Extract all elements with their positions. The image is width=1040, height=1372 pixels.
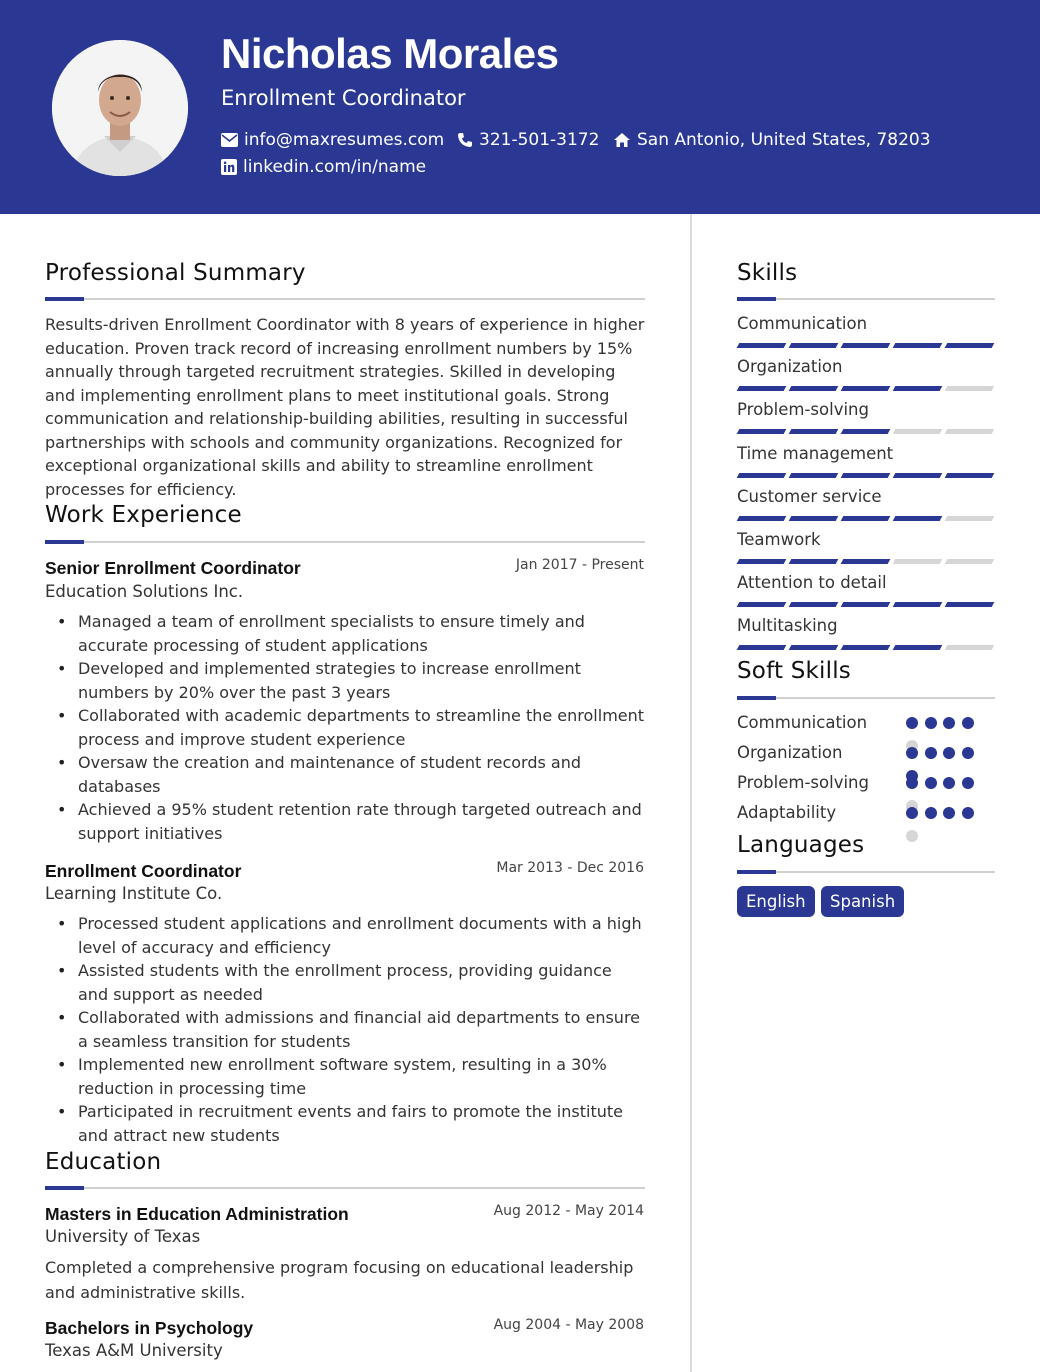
skill-level-segment — [841, 343, 891, 348]
soft-skill-dot — [943, 717, 955, 729]
skill-label: Organization — [737, 357, 843, 377]
section-accent — [737, 297, 776, 301]
skill-label: Teamwork — [737, 530, 821, 549]
section-rule — [45, 298, 645, 300]
envelope-icon — [221, 133, 238, 147]
contact-linkedin-text: linkedin.com/in/name — [243, 157, 427, 177]
skill-level-bar — [738, 429, 993, 434]
job-title: Enrollment Coordinator — [45, 861, 242, 881]
skill-level-segment — [945, 602, 995, 607]
skill-level-segment — [841, 645, 891, 650]
profile-photo — [52, 40, 188, 176]
soft-skills-heading: Soft Skills — [737, 658, 851, 684]
skill-level-segment — [789, 516, 839, 521]
contact-location-text: San Antonio, United States, 78203 — [637, 130, 931, 150]
degree-description: Completed a comprehensive program focusing on educational leadership and administrative skills. — [45, 1258, 634, 1302]
list-item: • Oversaw the creation and maintenance of student records and databases — [45, 751, 645, 798]
skill-level-segment — [893, 473, 943, 478]
skill-level-segment — [893, 559, 943, 564]
skill-level-segment — [737, 473, 787, 478]
skill-label: Multitasking — [737, 616, 838, 636]
degree-date: Aug 2012 - May 2014 — [493, 1203, 644, 1219]
skill-level-segment — [737, 429, 787, 434]
soft-skill-dot — [925, 777, 937, 789]
soft-skill-dot — [943, 777, 955, 789]
skills-heading: Skills — [737, 260, 798, 286]
skill-level-segment — [893, 602, 943, 607]
soft-skill-dot — [962, 747, 974, 759]
job-company: Education Solutions Inc. — [45, 582, 244, 601]
section-accent — [45, 1186, 84, 1190]
section-rule — [45, 1187, 645, 1189]
linkedin-icon — [221, 159, 237, 175]
job-bullets — [45, 610, 645, 845]
contact-phone[interactable] — [457, 130, 599, 150]
skill-label: Problem-solving — [737, 400, 869, 420]
soft-skill-dot — [906, 830, 918, 842]
skill-level-segment — [841, 473, 891, 478]
skill-level-segment — [789, 386, 839, 391]
soft-skill-dot — [906, 777, 918, 789]
skill-level-segment — [841, 429, 891, 434]
list-item: • Processed student applications and enrollment documents with a high level of accuracy and efficiency — [45, 912, 645, 959]
skill-level-segment — [841, 516, 891, 521]
soft-skill-label: Communication — [737, 713, 868, 732]
skill-level-segment — [945, 429, 995, 434]
skill-level-bar — [738, 559, 993, 564]
list-item: • Developed and implemented strategies to increase enrollment numbers by 20% over the past 3 years — [45, 657, 645, 704]
list-item: • Managed a team of enrollment specialists to ensure timely and accurate processing of student applications — [45, 610, 645, 657]
soft-skill-label: Problem-solving — [737, 773, 869, 792]
skill-level-segment — [789, 645, 839, 650]
soft-skill-dot — [943, 807, 955, 819]
job-title: Senior Enrollment Coordinator — [45, 558, 301, 578]
contact-location — [613, 130, 931, 150]
section-accent — [45, 540, 84, 544]
skill-level-segment — [945, 645, 995, 650]
experience-heading: Work Experience — [45, 502, 242, 528]
skill-level-segment — [841, 386, 891, 391]
section-accent — [45, 297, 84, 301]
skill-level-bar — [738, 645, 993, 650]
skill-level-segment — [841, 602, 891, 607]
skill-label: Customer service — [737, 486, 882, 506]
languages-heading: Languages — [737, 832, 865, 858]
job-date: Jan 2017 - Present — [515, 557, 644, 573]
skill-level-bar — [738, 473, 993, 478]
skill-level-bar — [738, 386, 993, 391]
school-name: University of Texas — [45, 1227, 201, 1246]
soft-skill-dot — [962, 807, 974, 819]
list-item: • Assisted students with the enrollment process, providing guidance and support as needed — [45, 959, 645, 1006]
skill-level-segment — [945, 386, 995, 391]
skill-level-bar — [738, 343, 993, 348]
skill-level-bar — [738, 516, 993, 521]
skill-level-segment — [737, 343, 787, 348]
skill-level-segment — [789, 429, 839, 434]
skill-level-segment — [789, 602, 839, 607]
degree-date: Aug 2004 - May 2008 — [493, 1317, 644, 1333]
summary-text: Results-driven Enrollment Coordinator with 8 years of experience in higher education. Proven track record of increasing enrollment numbers by 15% annually through targeted recruitment strategies. Skilled in developing and implementing enrollment plans to meet institutional goals. Strong communication and relationship-building abilities, resulting in successful partnerships with schools and community organizations. Recognized for exceptional organizational skills and ability to streamline enrollment processes for efficiency. — [45, 315, 645, 499]
soft-skill-dot — [906, 717, 918, 729]
list-item: • Implemented new enrollment software system, resulting in a 30% reduction in processing time — [45, 1053, 645, 1100]
contact-email[interactable] — [221, 130, 444, 150]
skill-level-bar — [738, 602, 993, 607]
soft-skill-dot — [925, 807, 937, 819]
skill-level-segment — [737, 645, 787, 650]
school-name: Texas A&M University — [45, 1341, 223, 1360]
section-accent — [737, 696, 776, 700]
soft-skill-label: Organization — [737, 743, 843, 762]
skill-label: Attention to detail — [737, 573, 887, 593]
soft-skill-dot — [962, 717, 974, 729]
skill-level-segment — [789, 559, 839, 564]
soft-skill-dot — [906, 807, 918, 819]
list-item: • Participated in recruitment events and fairs to promote the institute and attract new students — [45, 1100, 645, 1147]
skill-level-segment — [945, 473, 995, 478]
skill-level-segment — [945, 516, 995, 521]
skill-level-segment — [841, 559, 891, 564]
contact-phone-text: 321-501-3172 — [479, 130, 600, 150]
list-item: • Collaborated with academic departments to streamline the enrollment process and improve student experience — [45, 704, 645, 751]
soft-skill-label: Adaptability — [737, 803, 837, 822]
job-date: Mar 2013 - Dec 2016 — [496, 860, 644, 876]
contact-linkedin[interactable] — [221, 157, 426, 177]
soft-skill-dot — [943, 747, 955, 759]
skill-level-segment — [893, 343, 943, 348]
section-rule — [45, 541, 645, 543]
skill-level-segment — [893, 429, 943, 434]
candidate-name: Nicholas Morales — [221, 30, 559, 77]
list-item: • Collaborated with admissions and financial aid departments to ensure a seamless transition for students — [45, 1006, 645, 1053]
skill-level-segment — [789, 343, 839, 348]
soft-skill-dot — [962, 777, 974, 789]
skill-level-segment — [893, 516, 943, 521]
section-accent — [737, 870, 776, 874]
home-icon — [613, 132, 631, 148]
language-chip: English — [737, 886, 815, 917]
skill-level-segment — [893, 386, 943, 391]
job-bullets — [45, 912, 645, 1147]
language-chip: Spanish — [821, 886, 904, 917]
skill-level-segment — [737, 559, 787, 564]
skill-label: Time management — [737, 443, 894, 463]
education-heading: Education — [45, 1149, 162, 1175]
column-divider — [690, 214, 692, 1372]
phone-icon — [457, 132, 473, 148]
skill-level-segment — [945, 559, 995, 564]
skill-level-segment — [945, 343, 995, 348]
summary-heading: Professional Summary — [45, 260, 306, 286]
candidate-title: Enrollment Coordinator — [221, 86, 466, 110]
soft-skill-dot — [925, 717, 937, 729]
skill-level-segment — [737, 386, 787, 391]
skill-level-segment — [737, 602, 787, 607]
degree-title: Bachelors in Psychology — [45, 1318, 254, 1338]
degree-title: Masters in Education Administration — [45, 1204, 349, 1224]
job-company: Learning Institute Co. — [45, 884, 223, 903]
skill-label: Communication — [737, 314, 868, 333]
list-item: • Achieved a 95% student retention rate through targeted outreach and support initiatives — [45, 798, 645, 845]
soft-skill-dot — [906, 747, 918, 759]
contact-email-text: info@maxresumes.com — [244, 130, 445, 150]
skill-level-segment — [789, 473, 839, 478]
resume-header — [0, 0, 1040, 214]
skill-level-segment — [893, 645, 943, 650]
skill-level-segment — [737, 516, 787, 521]
soft-skill-dot — [925, 747, 937, 759]
